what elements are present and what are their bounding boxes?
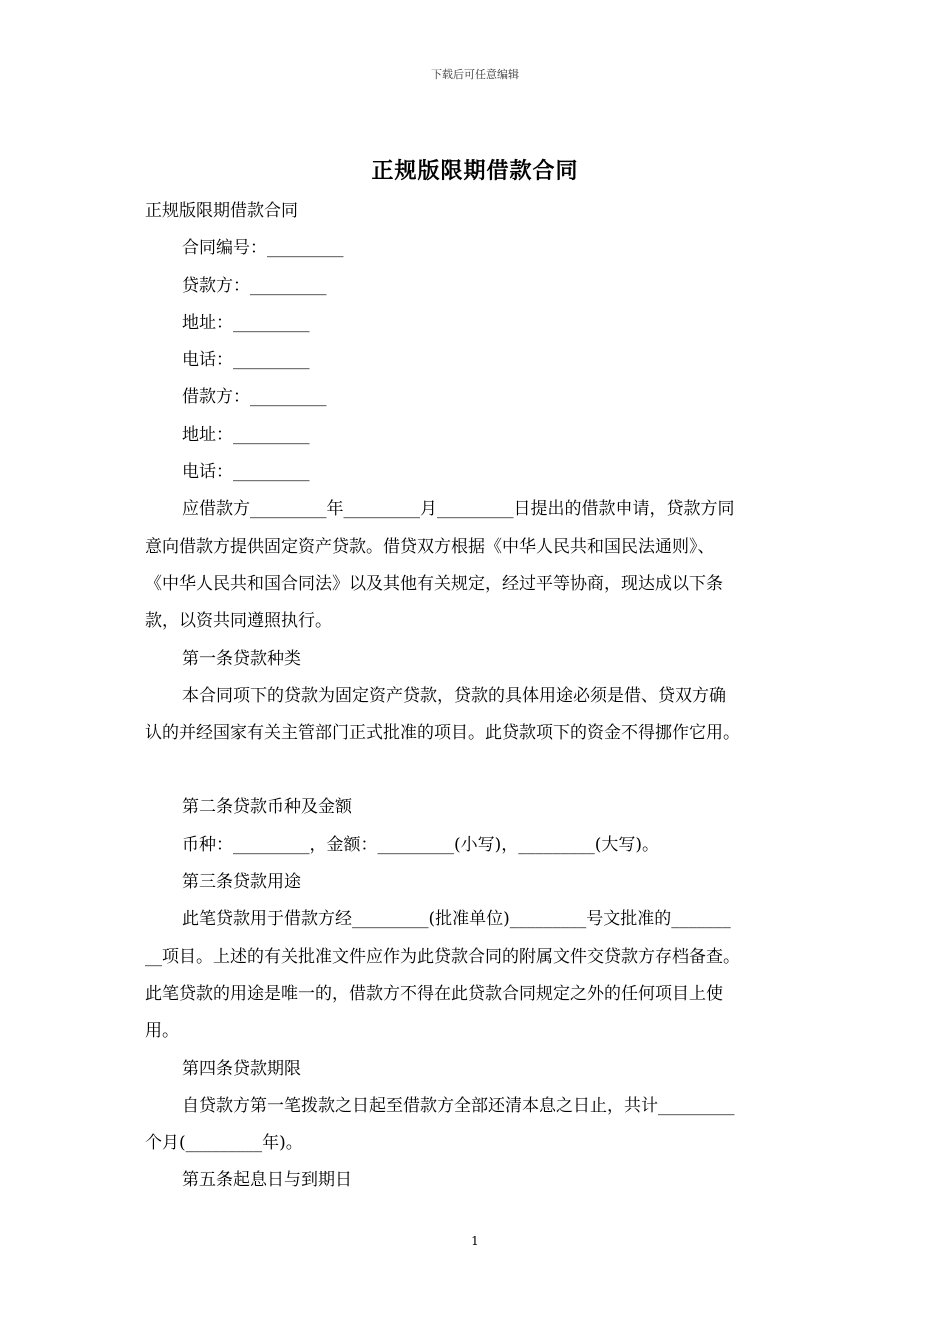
page-header-note: 下载后可任意编辑	[431, 68, 519, 81]
article-1-text-line: 本合同项下的贷款为固定资产贷款，贷款的具体用途必须是借、贷双方确	[182, 685, 726, 706]
article-1-heading: 第一条贷款种类	[182, 648, 301, 669]
document-body	[145, 193, 815, 1200]
article-3-heading: 第三条贷款用途	[182, 872, 301, 893]
article-3-text-line: 此笔贷款的用途是唯一的，借款方不得在此贷款合同规定之外的任何项目上使	[145, 983, 723, 1004]
article-4-text-line: 自贷款方第一笔拨款之日起至借款方全部还清本息之日止，共计_________	[182, 1095, 735, 1116]
article-1-text-line: 认的并经国家有关主管部门正式批准的项目。此贷款项下的资金不得挪作它用。	[145, 723, 740, 744]
page-number: 1	[471, 1234, 479, 1248]
lender-address-line: 地址：_________	[182, 312, 310, 333]
preamble-line: 款，以资共同遵照执行。	[145, 611, 332, 632]
borrower-phone-line: 电话：_________	[182, 462, 310, 483]
preamble-line: 意向借款方提供固定资产贷款。借贷双方根据《中华人民共和国民法通则》、	[145, 536, 715, 557]
article-3-text-line: 用。	[145, 1021, 179, 1042]
article-4-text-line: 个月(_________年)。	[145, 1133, 303, 1154]
article-5-heading: 第五条起息日与到期日	[182, 1170, 352, 1191]
borrower-address-line: 地址：_________	[182, 424, 310, 445]
preamble-line: 《中华人民共和国合同法》以及其他有关规定，经过平等协商，现达成以下条	[145, 573, 723, 594]
document-title: 正规版限期借款合同	[371, 158, 579, 184]
article-2-heading: 第二条贷款币种及金额	[182, 797, 352, 818]
borrower-line: 借款方：_________	[182, 387, 327, 408]
article-3-text-line: 此笔贷款用于借款方经_________(批准单位)_________号文批准的_______	[182, 909, 731, 930]
document-subtitle: 正规版限期借款合同	[145, 201, 298, 221]
article-3-text-line: __项目。上述的有关批准文件应作为此贷款合同的附属文件交贷款方存档备查。	[145, 946, 740, 967]
lender-phone-line: 电话：_________	[182, 350, 310, 371]
paragraph-spacer	[145, 752, 815, 789]
preamble-line: 应借款方_________年_________月_________日提出的借款申请，贷款方同	[182, 499, 735, 520]
lender-line: 贷款方：_________	[182, 275, 327, 296]
article-4-heading: 第四条贷款期限	[182, 1058, 301, 1079]
contract-number-line: 合同编号：_________	[182, 238, 344, 259]
article-2-text-line: 币种：_________，金额：_________(小写)，_________(大写)。	[182, 834, 660, 855]
